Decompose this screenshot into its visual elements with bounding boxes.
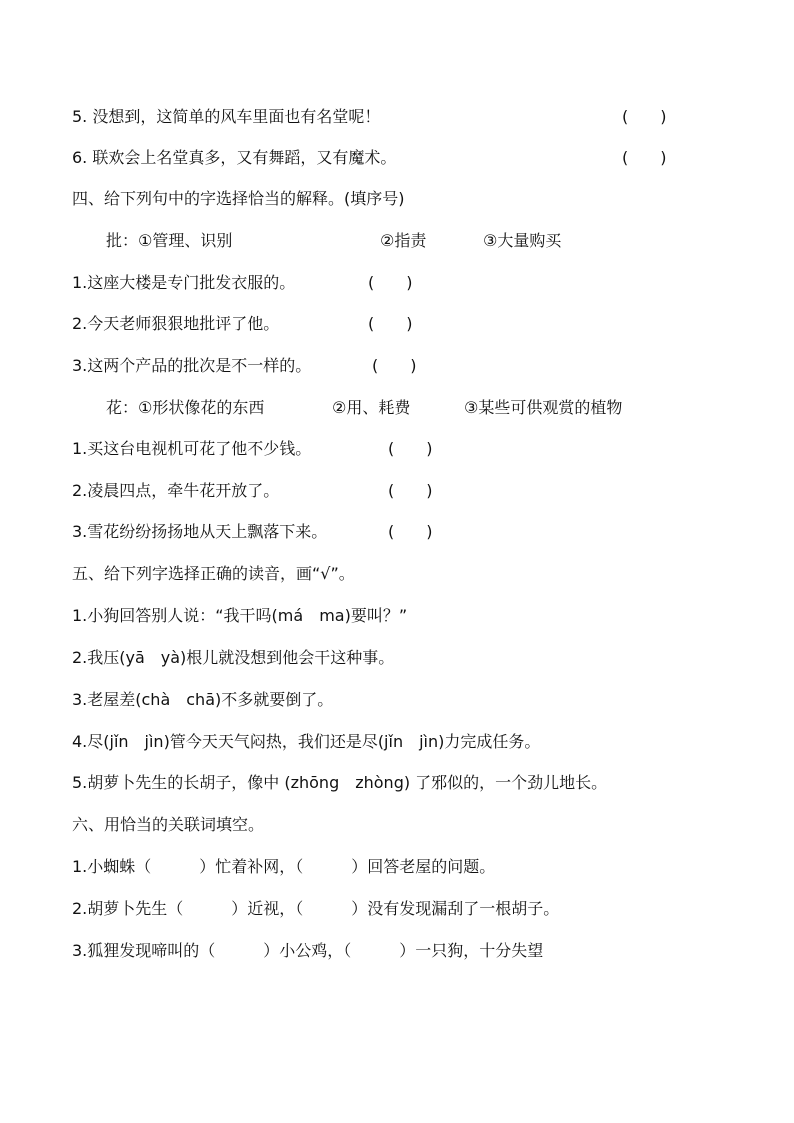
hua-def-1: 花：①形状像花的东西	[106, 398, 265, 417]
pi-def-3: ③大量购买	[483, 231, 562, 250]
s5-item-5: 5.胡萝卜先生的长胡子，像中 (zhōng zhòng) 了邪似的，一个劲儿地长。	[72, 773, 608, 792]
section4-heading: 四、给下列句中的字选择恰当的解释。(填序号)	[72, 189, 405, 208]
pi-def-2: ②指责	[380, 231, 427, 250]
hua-item-2-answer-blank[interactable]: ( )	[388, 481, 433, 500]
s6-item-3[interactable]: 3.狐狸发现啼叫的（ ）小公鸡，（ ）一只狗，十分失望	[72, 941, 544, 960]
hua-def-3: ③某些可供观赏的植物	[464, 398, 623, 417]
s6-item-1[interactable]: 1.小蜘蛛（ ）忙着补网，（ ）回答老屋的问题。	[72, 857, 496, 876]
pi-def-1: 批：①管理、识别	[106, 231, 233, 250]
pi-item-1-answer-blank[interactable]: ( )	[368, 273, 413, 292]
section6-heading: 六、用恰当的关联词填空。	[72, 815, 265, 834]
pi-item-2-text: 2.今天老师狠狠地批评了他。	[72, 314, 280, 333]
s6-item-2[interactable]: 2.胡萝卜先生（ ）近视，（ ）没有发现漏刮了一根胡子。	[72, 899, 560, 918]
hua-item-2-text: 2.凌晨四点，牵牛花开放了。	[72, 481, 280, 500]
s3-q6-answer-blank[interactable]: ( )	[622, 148, 667, 167]
s5-item-1: 1.小狗回答别人说：“我干吗(má ma)要叫？”	[72, 606, 408, 625]
pi-item-2-answer-blank[interactable]: ( )	[368, 314, 413, 333]
pi-item-1-text: 1.这座大楼是专门批发衣服的。	[72, 273, 296, 292]
pi-item-3-text: 3.这两个产品的批次是不一样的。	[72, 356, 312, 375]
pi-item-3-answer-blank[interactable]: ( )	[372, 356, 417, 375]
section5-heading: 五、给下列字选择正确的读音，画“√”。	[72, 564, 355, 583]
hua-item-3-text: 3.雪花纷纷扬扬地从天上飘落下来。	[72, 522, 328, 541]
s3-q5-text: 5. 没想到，这简单的风车里面也有名堂呢！	[72, 107, 381, 126]
hua-item-3-answer-blank[interactable]: ( )	[388, 522, 433, 541]
s3-q6-text: 6. 联欢会上名堂真多，又有舞蹈，又有魔术。	[72, 148, 397, 167]
hua-item-1-answer-blank[interactable]: ( )	[388, 439, 433, 458]
s5-item-3: 3.老屋差(chà chā)不多就要倒了。	[72, 690, 334, 709]
s3-q5-answer-blank[interactable]: ( )	[622, 107, 667, 126]
s5-item-4: 4.尽(jǐn jìn)管今天天气闷热，我们还是尽(jǐn jìn)力完成任务。	[72, 732, 541, 751]
s5-item-2: 2.我压(yā yà)根儿就没想到他会干这种事。	[72, 648, 395, 667]
hua-def-2: ②用、耗费	[332, 398, 411, 417]
hua-item-1-text: 1.买这台电视机可花了他不少钱。	[72, 439, 312, 458]
